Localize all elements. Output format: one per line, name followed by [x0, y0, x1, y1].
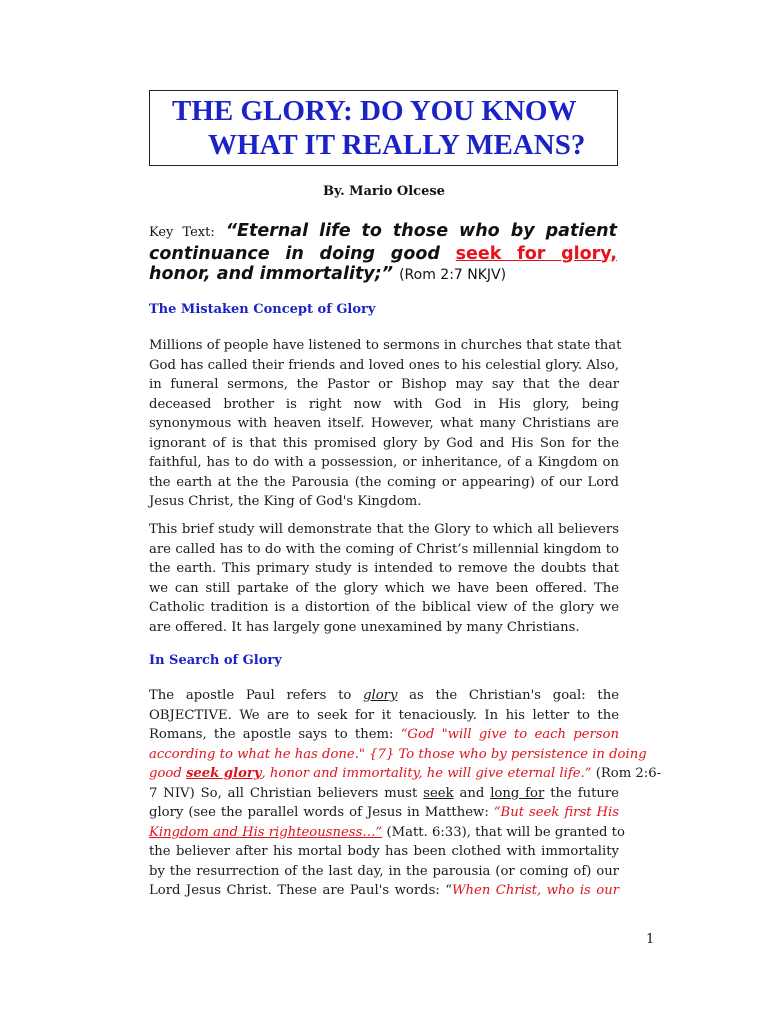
text-line: by the resurrection of the last day, in the parousia (or coming of) our [149, 863, 619, 879]
section-heading-mistaken: The Mistaken Concept of Glory [149, 302, 376, 317]
text-line: in funeral sermons, the Pastor or Bishop may say that the dear [149, 377, 619, 392]
key-text-quote-2: honor, and immortality;” [149, 264, 393, 284]
text-line: are offered. It has largely gone unexamined by many Christians. [149, 619, 580, 635]
key-text-reference: (Rom 2:7 NKJV) [399, 267, 507, 283]
text-line: good seek glory, honor and immortality, he will give eternal life.” (Rom 2:6- [149, 766, 662, 781]
text-line: the believer after his mortal body has been clothed with immortality [149, 844, 619, 859]
text-line: Millions of people have listened to sermons in churches that state that [149, 338, 622, 353]
seek-glory-emphasis: seek glory [185, 766, 262, 781]
text-line: God has called their friends and loved ones to his celestial glory. Also, [149, 357, 619, 373]
glory-emphasis: glory [363, 688, 398, 703]
key-text-quote-highlight: seek for glory, [455, 243, 617, 264]
title-box [149, 90, 618, 166]
section-heading-search: In Search of Glory [149, 653, 282, 668]
text-line: deceased brother is right now with God in His glory, being [149, 396, 619, 412]
text-line: Kingdom and His righteousness…” (Matt. 6:33), that will be granted to [149, 824, 625, 840]
text-line: according to what he has done." {7} To those who by persistence in doing [149, 746, 647, 762]
title-line-2: WHAT IT REALLY MEANS? [208, 129, 586, 161]
paragraph-mistaken-1 [149, 336, 622, 512]
text-line: are called has to do with the coming of Christ’s millennial kingdom to [149, 541, 619, 557]
text-line: the earth at the the Parousia (the coming or appearing) of our Lord [149, 474, 619, 490]
author-byline: By. Mario Olcese [323, 184, 445, 199]
page-number: 1 [646, 932, 655, 947]
paragraph-mistaken-2 [149, 520, 619, 637]
text-line: This brief study will demonstrate that the Glory to which all believers [149, 522, 619, 537]
text-line: Romans, the apostle says to them: “God "will give to each person [149, 727, 619, 742]
title-line-1: THE GLORY: DO YOU KNOW [172, 95, 577, 127]
text-line: Lord Jesus Christ. These are Paul's words: “When Christ, who is our [149, 883, 620, 898]
key-text-quote-1: “Eternal life to those who by patient continuance in doing good [149, 221, 618, 264]
text-line: 7 NIV) So, all Christian believers must seek and long for the future [149, 785, 619, 801]
text-line: the earth. This primary study is intended to remove the doubts that [149, 561, 619, 576]
text-line: The apostle Paul refers to glory as the Christian's goal: the [149, 688, 619, 703]
text-line: we can still partake of the glory which we have been offered. The [149, 580, 619, 596]
text-line: Jesus Christ, the King of God's Kingdom. [149, 494, 422, 509]
text-line: faithful, has to do with a possession, or inheritance, of a Kingdom on [149, 455, 619, 470]
text-line: ignorant of is that this promised glory by God and His Son for the [149, 435, 619, 451]
text-line: OBJECTIVE. We are to seek for it tenaciously. In his letter to the [149, 707, 619, 723]
text-line: Catholic tradition is a distortion of the biblical view of the glory we [149, 600, 619, 615]
paragraph-search [149, 686, 662, 901]
key-text-label: Key Text: [149, 225, 215, 240]
text-line: synonymous with heaven itself. However, what many Christians are [149, 416, 619, 431]
text-line: glory (see the parallel words of Jesus in Matthew: “But seek first His [149, 805, 620, 820]
key-text [149, 221, 617, 286]
